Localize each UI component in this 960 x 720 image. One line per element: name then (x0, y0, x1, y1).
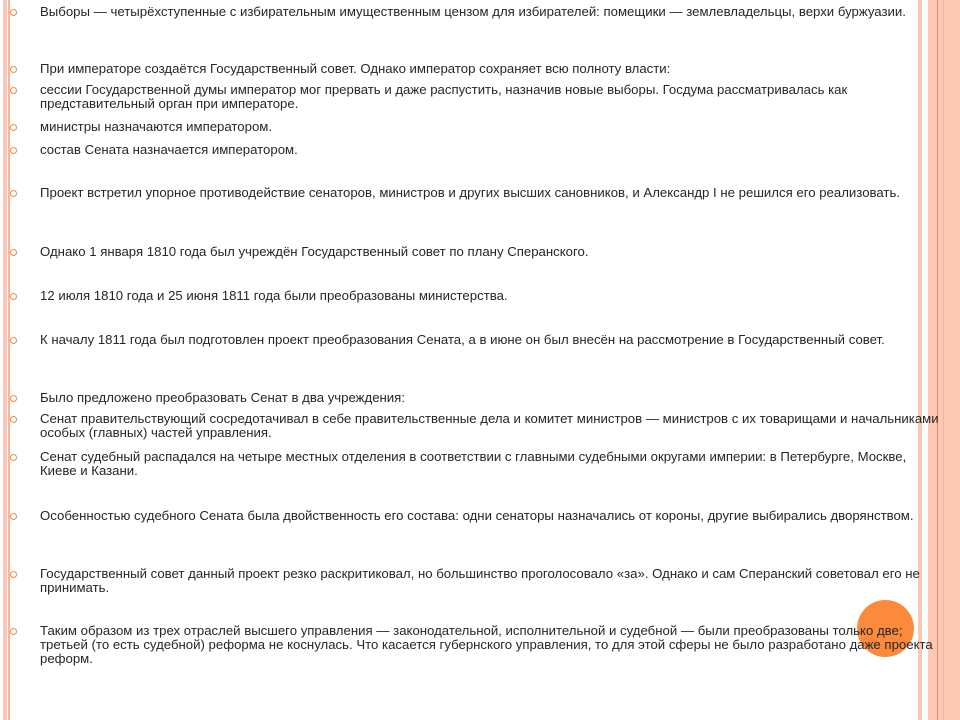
bullet-icon (10, 124, 17, 131)
bullet-item (40, 245, 945, 259)
bullet-item-text: 12 июля 1810 года и 25 июня 1811 года были преобразованы министерства. (40, 288, 508, 303)
bullet-icon (10, 190, 17, 197)
bullet-item (40, 450, 945, 478)
bullet-item (40, 391, 945, 405)
bullet-icon (10, 513, 17, 520)
bullet-item (40, 333, 945, 347)
bullet-item-text: состав Сената назначается императором. (40, 142, 298, 157)
bullet-item (40, 509, 945, 523)
bullet-icon (10, 337, 17, 344)
bullet-item (40, 120, 945, 134)
bullet-icon (10, 249, 17, 256)
bullet-item (40, 83, 945, 111)
bullet-icon (10, 454, 17, 461)
bullet-item-text: Было предложено преобразовать Сенат в два учреждения: (40, 390, 405, 405)
bullet-icon (10, 293, 17, 300)
bullet-item (40, 412, 945, 440)
bullet-icon (10, 416, 17, 423)
bullet-item-text: сессии Государственной думы император мог прервать и даже распустить, назначив новые выборы. Госдума рассматривалась как представительный орган при императоре. (40, 82, 848, 111)
bullet-item (40, 624, 945, 666)
bullet-item-text: Проект встретил упорное противодействие сенаторов, министров и других высших сановников, и Александр I не решился его реализовать. (40, 185, 900, 200)
bullet-item-text: министры назначаются императором. (40, 119, 273, 134)
bullet-item (40, 567, 945, 595)
bullet-item (40, 62, 945, 76)
bullet-item-text: Таким образом из трех отраслей высшего управления — законодательной, исполнительной и судебной — были преобразованы только две; третьей (то есть судебной) реформа не коснулась. Что касается губернского управления, то для этой сферы не было разработано даже проекта реформ. (40, 623, 933, 666)
bullet-item (40, 5, 945, 19)
bullet-item-text: Государственный совет данный проект резко раскритиковал, но большинство проголосовало «за». Однако и сам Сперанский советовал его не принимать. (40, 566, 920, 595)
bullet-item-text: Однако 1 января 1810 года был учреждён Государственный совет по плану Сперанского. (40, 244, 589, 259)
bullet-icon (10, 147, 17, 154)
bullet-icon (10, 628, 17, 635)
bullet-item-text: К началу 1811 года был подготовлен проект преобразования Сената, а в июне он был внесён на рассмотрение в Государственный совет. (40, 332, 885, 347)
bullet-icon (10, 9, 17, 16)
bullet-item-text: Сенат судебный распадался на четыре местных отделения в соответствии с главными судебными округами империи: в Петербурге, Москве, Киеве и Казани. (40, 449, 907, 478)
bullet-item-text: Выборы — четырёхступенные с избирательным имущественным цензом для избирателей: помещики — землевладельцы, верхи буржуазии. (40, 4, 906, 19)
bullet-item-text: Особенностью судебного Сената была двойственность его состава: одни сенаторы назначались от короны, другие выбирались дворянством. (40, 508, 914, 523)
bullet-item (40, 143, 945, 157)
bullet-item-text: Сенат правительствующий сосредотачивал в себе правительственные дела и комитет министров — министров с их товарищами и начальниками особых (главных) частей управления. (40, 411, 939, 440)
bullet-icon (10, 87, 17, 94)
bullet-icon (10, 571, 17, 578)
bullet-item-text: При императоре создаётся Государственный совет. Однако император сохраняет всю полноту власти: (40, 61, 671, 76)
bullet-icon (10, 66, 17, 73)
bullet-item (40, 289, 945, 303)
bullet-icon (10, 395, 17, 402)
bullet-item (40, 186, 945, 200)
